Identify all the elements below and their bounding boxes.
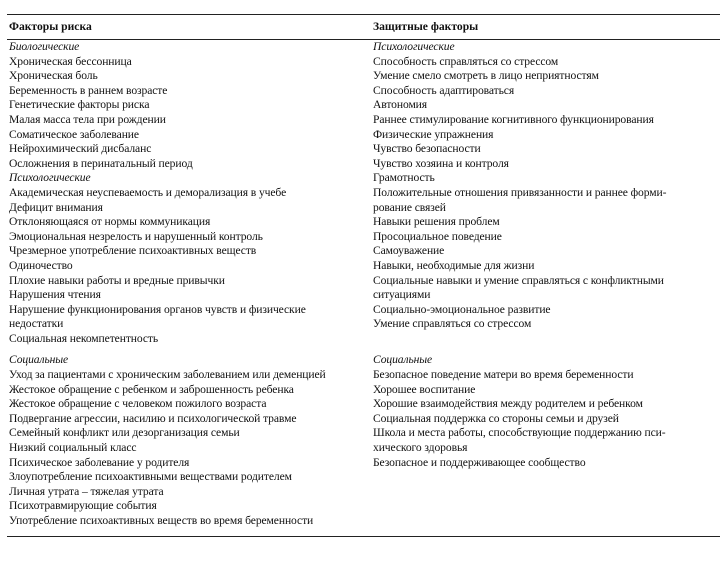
protective-factor-item: Грамотность	[373, 171, 435, 185]
protective-factor-item: Безопасное поведение матери во время беременности	[373, 368, 634, 382]
risk-factor-item: Дефицит внимания	[9, 200, 103, 214]
risk-factor-item: Беременность в раннем возрасте	[9, 83, 168, 97]
protective-factor-item: Чувство безопасности	[373, 142, 481, 156]
protective-factor-item	[373, 332, 666, 347]
risk-factor-item: Подвергание агрессии, насилию и психологической травме	[9, 411, 297, 425]
protective-factors-column	[373, 40, 666, 470]
risk-factor-item: Хроническая боль	[9, 69, 98, 83]
risk-factor-item: Академическая неуспеваемость и деморализация в учебе	[9, 185, 287, 199]
risk-factor-item: Жестокое обращение с ребенком и заброшенность ребенка	[9, 382, 294, 396]
section-heading: Социальные	[9, 353, 69, 367]
risk-factor-item: Личная утрата – тяжелая утрата	[9, 484, 164, 498]
risk-factor-item: Психическое заболевание у родителя	[9, 455, 190, 469]
spacer	[373, 346, 666, 353]
protective-factor-item: Социально-эмоциональное развитие	[373, 302, 551, 316]
risk-factor-item: Жестокое обращение с человеком пожилого возраста	[9, 397, 267, 411]
section-heading: Социальные	[373, 353, 433, 367]
protective-factor-item: Хорошее воспитание	[373, 382, 476, 396]
protective-factor-item: Навыки, необходимые для жизни	[373, 258, 535, 272]
protective-factor-item: Способность адаптироваться	[373, 83, 515, 97]
risk-factor-item: Нарушения чтения	[9, 288, 101, 302]
protective-factor-item: Автономия	[373, 98, 428, 112]
protective-factor-item: ситуациями	[373, 288, 431, 302]
risk-factor-item: Психотравмирующие события	[9, 499, 157, 513]
protective-factor-item: Просоциальное поведение	[373, 229, 502, 243]
risk-factor-item: Нейрохимический дисбаланс	[9, 142, 152, 156]
risk-factor-item: Эмоциональная незрелость и нарушенный контроль	[9, 229, 263, 243]
risk-factor-item: Низкий социальный класс	[9, 441, 137, 455]
protective-factor-item: Школа и места работы, способствующие поддержанию пси-	[373, 426, 666, 440]
risk-factor-item: Злоупотребление психоактивными веществами родителем	[9, 470, 292, 484]
risk-factor-item: Плохие навыки работы и вредные привычки	[9, 273, 225, 287]
protective-factor-item: Раннее стимулирование когнитивного функционирования	[373, 112, 654, 126]
protective-factor-item: Социальная поддержка со стороны семьи и друзей	[373, 411, 619, 425]
protective-factor-item: хического здоровья	[373, 441, 468, 455]
risk-factor-item: Генетические факторы риска	[9, 98, 150, 112]
risk-factor-item: Нарушение функционирования органов чувств и физические	[9, 302, 306, 316]
risk-factor-item: Социальная некомпетентность	[9, 331, 159, 345]
protective-factor-item: рование связей	[373, 200, 446, 214]
risk-factor-item: Малая масса тела при рождении	[9, 112, 166, 126]
risk-factor-item: Хроническая бессонница	[9, 54, 132, 68]
section-heading: Психологические	[9, 171, 91, 185]
risk-factor-item: Употребление психоактивных веществ во время беременности	[9, 514, 314, 527]
protective-factor-item: Навыки решения проблем	[373, 215, 500, 229]
risk-factor-item: Соматическое заболевание	[9, 127, 139, 141]
protective-factor-item: Способность справляться со стрессом	[373, 54, 559, 68]
risk-factor-item: Уход за пациентами с хроническим заболеванием или деменцией	[9, 368, 326, 382]
risk-factors-column	[9, 40, 326, 529]
protective-factor-item: Хорошие взаимодействия между родителем и ребенком	[373, 397, 643, 411]
protective-factor-item: Самоуважение	[373, 244, 445, 258]
section-heading: Психологические	[373, 40, 455, 53]
protective-factor-item: Положительные отношения привязанности и раннее форми-	[373, 185, 667, 199]
section-heading: Биологические	[9, 40, 80, 53]
risk-factor-item: Одиночество	[9, 258, 73, 272]
protective-factor-item: Умение справляться со стрессом	[373, 317, 532, 331]
bottom-rule	[7, 536, 720, 537]
risk-factor-item: Отклоняющаяся от нормы коммуникация	[9, 215, 211, 229]
protective-factor-item: Умение смело смотреть в лицо неприятностям	[373, 69, 599, 83]
risk-factor-item: Осложнения в перинатальный период	[9, 156, 193, 170]
risk-factor-item: недостатки	[9, 317, 64, 331]
header-protective-factors: Защитные факторы	[373, 20, 479, 33]
header-risk-factors: Факторы риска	[9, 20, 92, 33]
risk-factor-item: Семейный конфликт или дезорганизация семьи	[9, 426, 240, 440]
protective-factor-item: Социальные навыки и умение справляться с конфликтными	[373, 273, 664, 287]
protective-factor-item: Безопасное и поддерживающее сообщество	[373, 455, 586, 469]
spacer	[9, 346, 326, 353]
protective-factor-item: Чувство хозяина и контроля	[373, 156, 509, 170]
protective-factor-item: Физические упражнения	[373, 127, 494, 141]
top-rule	[7, 14, 720, 15]
risk-factor-item: Чрезмерное употребление психоактивных веществ	[9, 244, 257, 258]
